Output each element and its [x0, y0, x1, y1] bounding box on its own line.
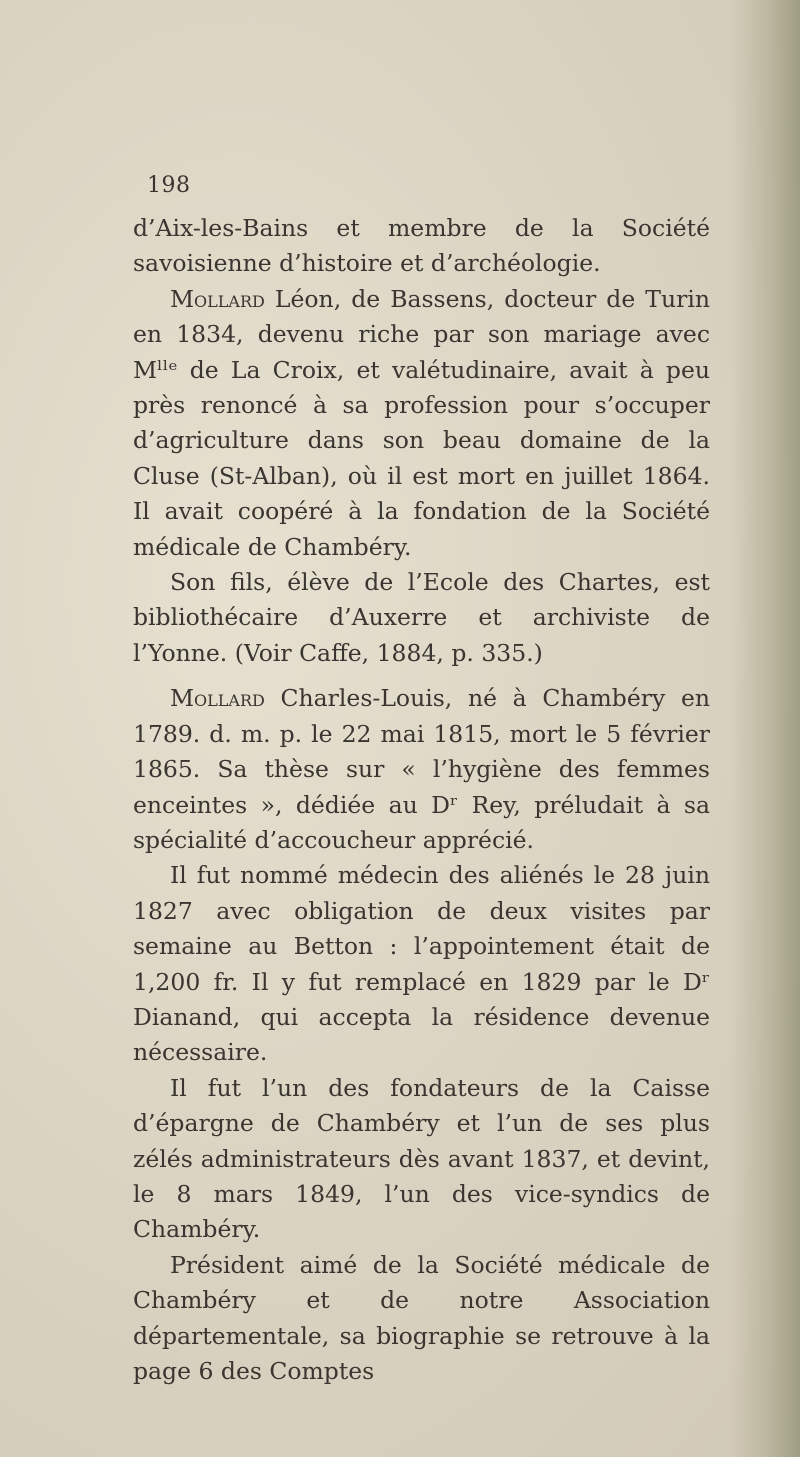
- paragraph: [133, 1071, 710, 1248]
- paragraph: [133, 211, 710, 282]
- paragraph: [133, 858, 710, 1070]
- entry-surname: Mollard: [170, 684, 265, 713]
- body-text: [133, 211, 710, 1389]
- page-edge-shadow: [730, 0, 800, 1457]
- page-number: 198: [147, 173, 191, 198]
- paragraph-text: Charles-Louis, né à Chambéry en 1789. d. m. p. le 22 mai 1815, mort le 5 février 1865. Sa thèse sur « l’hygiène des femmes enceintes », dédiée au Dʳ Rey, préludait à sa spécialité d’accoucheur apprécié.: [133, 684, 710, 854]
- paragraph-text: Son fils, élève de l’Ecole des Chartes, est bibliothécaire d’Auxerre et archiviste de l’Yonne. (Voir Caffe, 1884, p. 335.): [133, 568, 710, 667]
- paragraph-text: Il fut l’un des fondateurs de la Caisse d’épargne de Chambéry et l’un de ses plus zélés administrateurs dès avant 1837, et devint, le 8 mars 1849, l’un des vice-syndics de Chambéry.: [133, 1073, 710, 1244]
- paragraph-text: Léon, de Bassens, docteur de Turin en 1834, devenu riche par son mariage avec Mˡˡᵉ de La Croix, et valétudinaire, avait à peu près renoncé à sa profession pour s’occuper d’agriculture dans son beau domaine de la Cluse (St-Alban), où il est mort en juillet 1864. Il avait coopéré à la fondation de la Société médicale de Chambéry.: [133, 284, 710, 561]
- paragraph-text: Il fut nommé médecin des aliénés le 28 juin 1827 avec obligation de deux visites par semaine au Betton : l’appointement était de 1,200 fr. Il y fut remplacé en 1829 par le Dʳ Dianand, qui accepta la résidence devenue nécessaire.: [133, 861, 710, 1067]
- paragraph: [133, 681, 710, 858]
- paragraph: [133, 282, 710, 565]
- paragraph: [133, 1248, 710, 1390]
- paragraph-text: d’Aix-les-Bains et membre de la Société savoisienne d’histoire et d’archéologie.: [133, 214, 710, 278]
- paragraph: [133, 565, 710, 671]
- entry-surname: Mollard: [170, 284, 265, 313]
- paragraph-text: Président aimé de la Société médicale de Chambéry et de notre Association départementale, sa biographie se retrouve à la page 6 des Comptes: [133, 1250, 710, 1385]
